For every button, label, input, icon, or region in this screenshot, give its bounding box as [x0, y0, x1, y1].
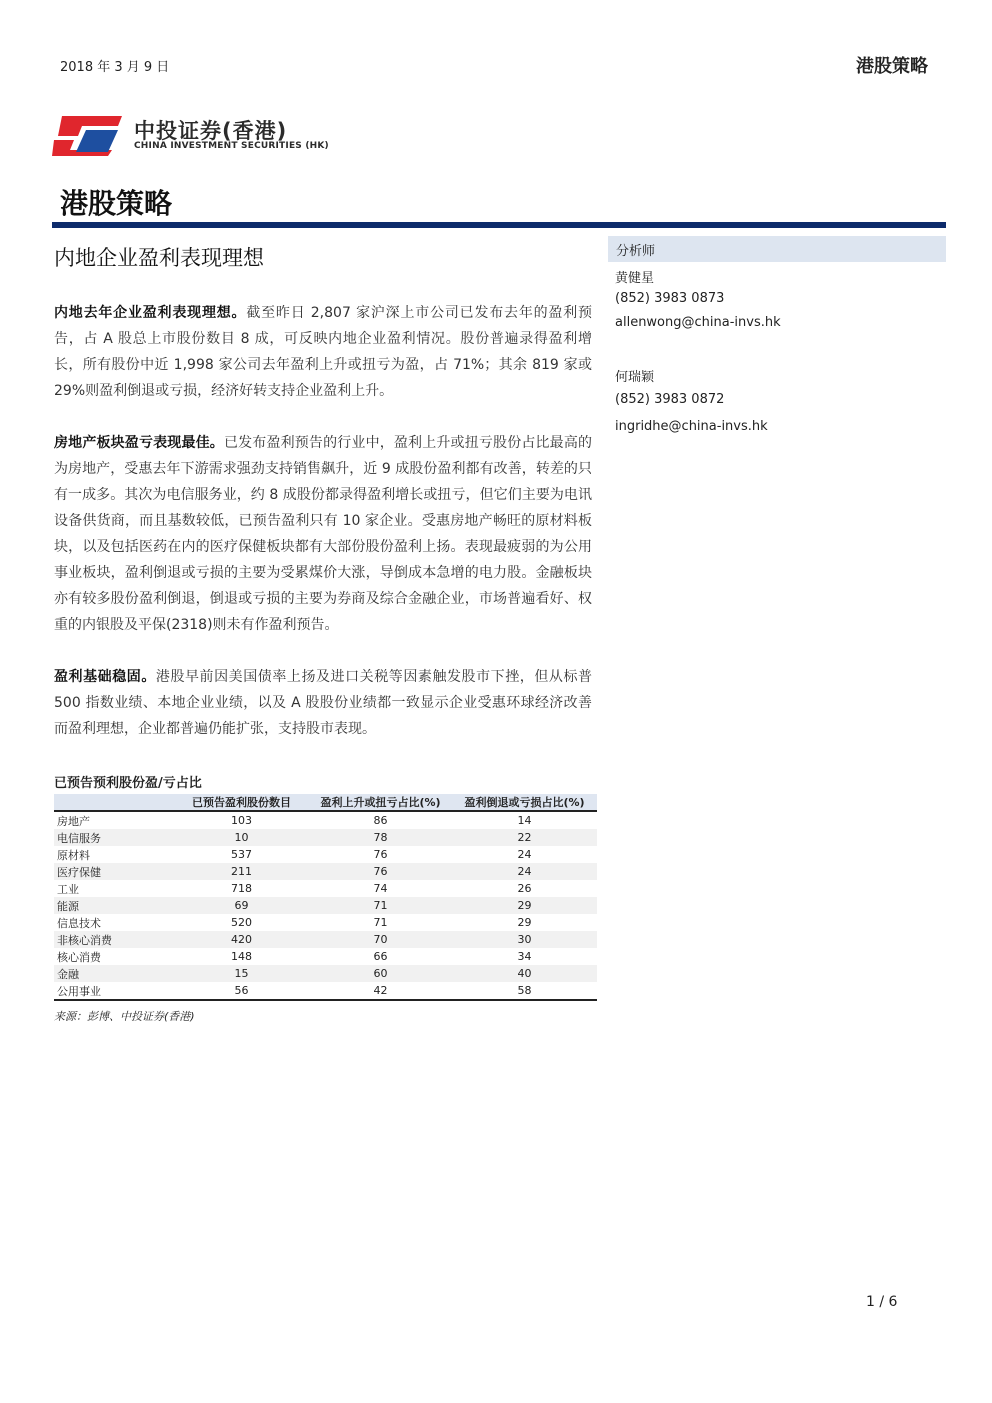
paragraph-1	[54, 300, 592, 404]
table-cell: 26	[517, 882, 532, 895]
table-cell: 56	[174, 982, 309, 1000]
company-name-cn: 中投证券(香港)	[134, 119, 288, 143]
table-cell: 69	[174, 897, 309, 914]
table-cell: 148	[231, 950, 252, 963]
table-cell: 10	[174, 829, 309, 846]
analyst-2-email[interactable]: ingridhe@china-invs.hk	[615, 419, 768, 434]
paragraph-2-body: 已发布盈利预告的行业中，盈利上升或扭亏股份占比最高的为房地产，受惠去年下游需求强劲支持销售飙升，近 9 成股份盈利都有改善，转差的只有一成多。其次为电信服务业，约 8 成股份都录得盈利增长或扭亏，但它们主要为电讯设备供货商，而且基数较低，已预告盈利只有 10 家企业。受惠房地产畅旺的原材料板块，以及包括医药在内的医疗保健板块都有大部份股份盈利上扬。表现最疲弱的为公用事业板块，盈利倒退或亏损的主要为受累煤价大涨，导倒成本急增的电力股。金融板块亦有较多股份盈利倒退，倒退或亏损的主要为券商及综合金融企业，市场普遍看好、权重的内银股及平保(2318)则未有作盈利预告。	[54, 435, 593, 633]
table-row	[54, 880, 597, 897]
report-category: 港股策略	[856, 56, 928, 77]
table-source: 来源：彭博、中投证券(香港)	[54, 1010, 195, 1023]
table-cell: 核心消费	[57, 950, 101, 964]
company-name-en: CHINA INVESTMENT SECURITIES (HK)	[134, 141, 329, 151]
analyst-2-phone: (852) 3983 0872	[615, 392, 725, 407]
table-cell: 42	[309, 982, 452, 1000]
analyst-1-name: 黄健星	[615, 271, 655, 286]
table-row	[54, 914, 597, 931]
table-cell: 30	[452, 931, 597, 948]
table-row	[54, 982, 597, 1000]
table-cell: 医疗保健	[54, 863, 174, 880]
table-cell: 信息技术	[57, 916, 101, 930]
table-cell: 71	[309, 897, 452, 914]
table-header-row	[54, 794, 597, 811]
paragraph-1-body: 截至昨日 2,807 家沪深上市公司已发布去年的盈利预告，占 A 股总上市股份数目 8 成，可反映内地企业盈利情况。股份普遍录得盈利增长，所有股份中近 1,998 家公司去年盈利上升或扭亏为盈，占 71%；其余 819 家或 29%则盈利倒退或亏损，经济好转支持企业盈利上升。	[54, 305, 593, 399]
table-cell: 718	[231, 882, 252, 895]
analyst-2-name: 何瑞颖	[615, 370, 655, 385]
table-cell: 520	[231, 916, 252, 929]
table-cell: 29	[517, 916, 532, 929]
paragraph-3-lead: 盈利基础稳固。	[54, 669, 156, 685]
table-cell: 房地产	[57, 814, 90, 828]
table-row	[54, 965, 597, 982]
col-header-up: 盈利上升或扭亏占比(%)	[309, 794, 452, 811]
table-cell: 70	[309, 931, 452, 948]
paragraph-2	[54, 430, 592, 638]
table-cell: 非核心消费	[54, 931, 174, 948]
table-cell: 公用事业	[54, 982, 174, 1000]
table-cell: 原材料	[57, 848, 90, 862]
table-row	[54, 931, 597, 948]
table-cell: 103	[231, 814, 252, 827]
table-row	[54, 897, 597, 914]
table-cell: 86	[373, 814, 388, 827]
table-title: 已预告预利股份盈/亏占比	[54, 776, 202, 791]
table-cell: 工业	[57, 882, 79, 896]
analyst-1-email[interactable]: allenwong@china-invs.hk	[615, 315, 781, 330]
table-row	[54, 863, 597, 880]
table-cell: 14	[517, 814, 532, 827]
paragraph-3-body: 港股早前因美国债率上扬及进口关税等因素触发股市下挫，但从标普 500 指数业绩、本地企业业绩，以及 A 股股份业绩都一致显示企业受惠环球经济改善而盈利理想，企业都普遍仍能扩张，支持股市表现。	[54, 669, 592, 737]
table-cell: 24	[452, 863, 597, 880]
article-headline: 内地企业盈利表现理想	[54, 246, 264, 270]
paragraph-1-lead: 内地去年企业盈利表现理想。	[54, 305, 247, 321]
table-cell: 电信服务	[54, 829, 174, 846]
page-title: 港股策略	[60, 187, 173, 220]
page-number: 1 / 6	[866, 1294, 898, 1310]
table-cell: 71	[373, 916, 388, 929]
profit-ratio-table	[54, 794, 597, 1001]
col-header-count: 已预告盈利股份数目	[174, 794, 309, 811]
table-cell: 78	[309, 829, 452, 846]
table-cell: 74	[373, 882, 388, 895]
paragraph-3	[54, 664, 592, 742]
table-cell: 能源	[54, 897, 174, 914]
table-cell: 29	[452, 897, 597, 914]
table-cell: 66	[373, 950, 388, 963]
table-cell: 58	[452, 982, 597, 1000]
col-header-sector	[54, 794, 174, 811]
table-cell: 40	[452, 965, 597, 982]
table-cell: 金融	[54, 965, 174, 982]
analyst-header	[608, 236, 946, 262]
table-cell: 22	[452, 829, 597, 846]
analyst-1-phone: (852) 3983 0873	[615, 291, 725, 306]
table-row	[54, 846, 597, 863]
table-row	[54, 948, 597, 965]
analyst-heading: 分析师	[616, 244, 656, 259]
table-cell: 34	[517, 950, 532, 963]
table-row	[54, 811, 597, 829]
table-cell: 76	[309, 863, 452, 880]
table-cell: 24	[517, 848, 532, 861]
table-row	[54, 829, 597, 846]
paragraph-2-lead: 房地产板块盈亏表现最佳。	[54, 435, 224, 451]
table-cell: 15	[174, 965, 309, 982]
table-cell: 76	[373, 848, 388, 861]
table-cell: 60	[309, 965, 452, 982]
table-cell: 211	[174, 863, 309, 880]
report-date: 2018 年 3 月 9 日	[60, 60, 170, 75]
title-divider	[52, 222, 946, 228]
col-header-down: 盈利倒退或亏损占比(%)	[452, 794, 597, 811]
table-cell: 420	[174, 931, 309, 948]
table-cell: 537	[231, 848, 252, 861]
